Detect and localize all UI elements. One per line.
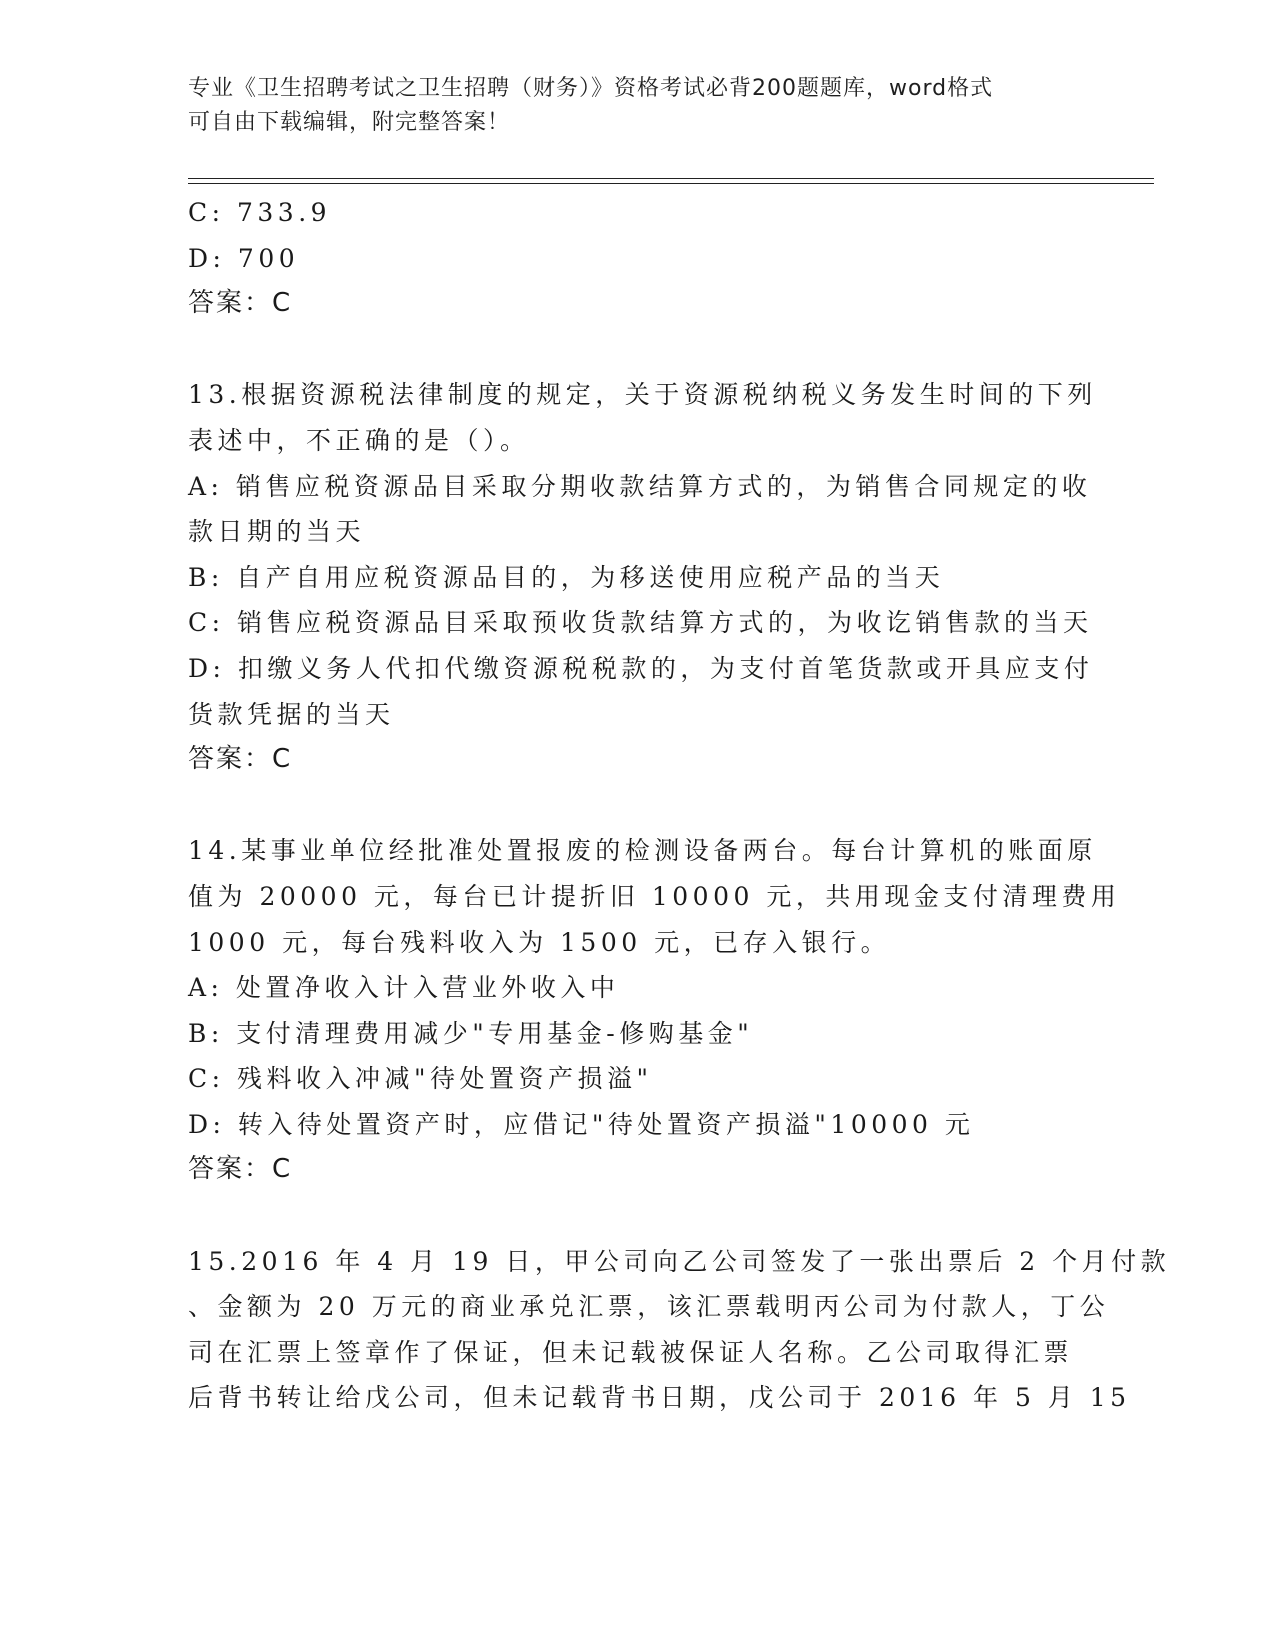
document-body — [188, 190, 1171, 1421]
option-d: D: 转入待处置资产时，应借记"待处置资产损溢"10000 元 — [188, 1109, 975, 1139]
option-d: D: 扣缴义务人代扣代缴资源税税款的，为支付首笔货款或开具应支付 — [188, 653, 1094, 683]
question-stem: 、金额为 20 万元的商业承兑汇票，该汇票载明丙公司为付款人，丁公 — [188, 1292, 1110, 1322]
question-14 — [188, 828, 1121, 1193]
question-stem: 13.根据资源税法律制度的规定，关于资源税纳税义务发生时间的下列 — [188, 380, 1097, 410]
page-header — [188, 72, 1088, 140]
answer-line: 答案：C — [188, 288, 293, 319]
option-b: B: 支付清理费用减少"专用基金-修购基金" — [188, 1018, 754, 1048]
option-c: C: 残料收入冲减"待处置资产损溢" — [188, 1064, 653, 1094]
option-c: C: 销售应税资源品目采取预收货款结算方式的，为收讫销售款的当天 — [188, 608, 1093, 638]
header-rule-top — [188, 178, 1154, 179]
answer-line: 答案：C — [188, 744, 293, 775]
option-b: B: 自产自用应税资源品目的，为移送使用应税产品的当天 — [188, 562, 945, 592]
option-d-continued: 货款凭据的当天 — [188, 699, 395, 729]
header-title-line-1: 专业《卫生招聘考试之卫生招聘（财务）》资格考试必背200题题库，word格式 — [188, 76, 994, 101]
question-stem: 1000 元，每台残料收入为 1500 元，已存入银行。 — [188, 927, 891, 957]
question-stem: 表述中，不正确的是（）。 — [188, 425, 530, 455]
header-title-line-2: 可自由下载编辑，附完整答案！ — [188, 110, 511, 135]
question-15 — [188, 1239, 1171, 1421]
question-13 — [188, 372, 1097, 782]
option-d: D: 700 — [188, 243, 300, 273]
option-c: C: 733.9 — [188, 198, 332, 227]
answer-line: 答案：C — [188, 1154, 293, 1185]
question-stem: 后背书转让给戊公司，但未记载背书日期，戊公司于 2016 年 5 月 15 — [188, 1383, 1131, 1413]
option-a: A: 销售应税资源品目采取分期收款结算方式的，为销售合同规定的收 — [188, 471, 1092, 501]
question-stem: 15.2016 年 4 月 19 日，甲公司向乙公司签发了一张出票后 2 个月付款 — [188, 1246, 1171, 1276]
question-stem: 值为 20000 元，每台已计提折旧 10000 元，共用现金支付清理费用 — [188, 881, 1121, 911]
question-stem: 司在汇票上签章作了保证，但未记载被保证人名称。乙公司取得汇票 — [188, 1337, 1074, 1367]
option-a-continued: 款日期的当天 — [188, 517, 366, 547]
previous-question-tail — [188, 190, 1088, 327]
question-stem: 14.某事业单位经批准处置报废的检测设备两台。每台计算机的账面原 — [188, 836, 1097, 866]
option-a: A: 处置净收入计入营业外收入中 — [188, 973, 620, 1003]
header-rule-bottom — [188, 183, 1154, 184]
